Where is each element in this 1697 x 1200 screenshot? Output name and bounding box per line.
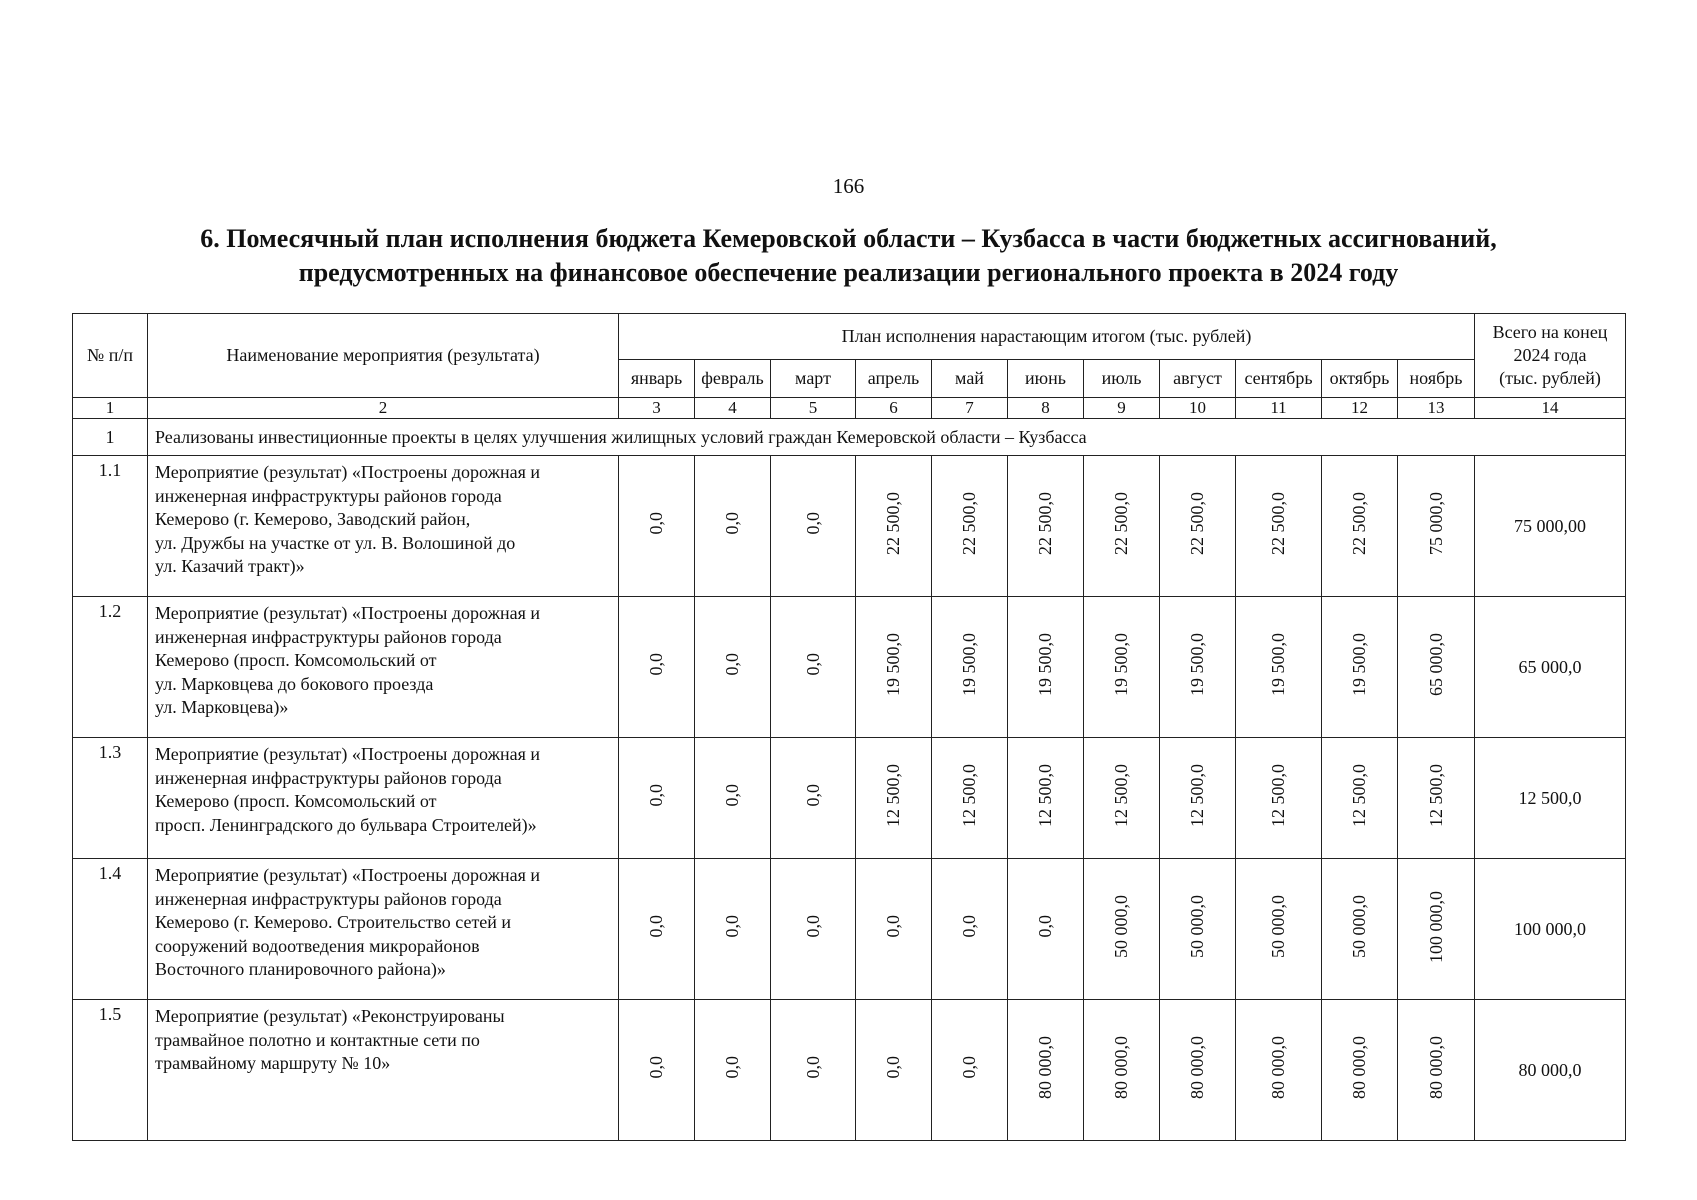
row-total: 100 000,0 xyxy=(1475,859,1626,1000)
month-value-cell xyxy=(1084,597,1160,738)
month-value-cell xyxy=(619,456,695,597)
month-value-cell xyxy=(1322,738,1398,859)
month-value-cell xyxy=(1008,738,1084,859)
column-index: 6 xyxy=(856,398,932,419)
month-value-cell xyxy=(1398,1000,1475,1141)
month-value-cell xyxy=(771,597,856,738)
row-name-line: просп. Ленинградского до бульвара Строителей)» xyxy=(155,814,537,835)
month-value: 0,0 xyxy=(646,1056,666,1079)
month-value: 0,0 xyxy=(722,653,742,676)
month-value-cell xyxy=(932,456,1008,597)
column-index: 13 xyxy=(1398,398,1475,419)
month-value-cell xyxy=(1160,597,1236,738)
month-value-cell xyxy=(619,1000,695,1141)
month-value-cell xyxy=(771,738,856,859)
column-index: 12 xyxy=(1322,398,1398,419)
month-value-cell xyxy=(1236,1000,1322,1141)
month-value: 50 000,0 xyxy=(1111,895,1131,958)
month-value: 0,0 xyxy=(802,512,823,535)
month-value-cell xyxy=(1236,738,1322,859)
month-value-cell xyxy=(1084,1000,1160,1141)
header-month: июнь xyxy=(1008,360,1084,398)
month-value: 19 500,0 xyxy=(1035,633,1055,696)
header-month: май xyxy=(932,360,1008,398)
header-month: март xyxy=(771,360,856,398)
header-month: ноябрь xyxy=(1398,360,1475,398)
section-num: 1 xyxy=(73,419,148,456)
section-row xyxy=(73,419,1626,456)
row-name xyxy=(148,597,619,738)
month-value-cell xyxy=(932,1000,1008,1141)
row-name-line: Кемерово (просп. Комсомольский от xyxy=(155,650,437,670)
month-value-cell xyxy=(856,1000,932,1141)
month-value-cell xyxy=(1008,597,1084,738)
month-value: 0,0 xyxy=(722,915,742,938)
month-value: 12 500,0 xyxy=(1425,764,1446,827)
table-row xyxy=(73,597,1626,738)
row-name-line: Мероприятие (результат) «Построены дорожная и xyxy=(155,462,541,482)
month-value-cell xyxy=(619,859,695,1000)
month-value: 12 500,0 xyxy=(883,764,903,827)
row-name-line: трамвайному маршруту № 10» xyxy=(155,1053,391,1073)
month-value: 0,0 xyxy=(802,1056,823,1079)
column-index: 11 xyxy=(1236,398,1322,419)
month-value: 75 000,0 xyxy=(1425,492,1446,555)
column-index: 2 xyxy=(148,398,619,419)
month-value-cell xyxy=(1008,1000,1084,1141)
document-title xyxy=(0,222,1697,290)
column-index: 5 xyxy=(771,398,856,419)
row-name-line: ул. Дружбы на участке от ул. В. Волошиной до xyxy=(155,532,516,553)
month-value-cell xyxy=(695,738,771,859)
row-name-line: Кемерово (г. Кемерово, Заводский район, xyxy=(155,509,471,529)
table-row xyxy=(73,456,1626,597)
month-value-cell xyxy=(771,1000,856,1141)
header-month: январь xyxy=(619,360,695,398)
month-value: 0,0 xyxy=(646,512,666,535)
column-index: 1 xyxy=(73,398,148,419)
month-value: 0,0 xyxy=(646,653,666,676)
header-total-line-3: (тыс. рублей) xyxy=(1499,368,1601,388)
row-number: 1.2 xyxy=(73,597,148,738)
month-value-cell xyxy=(695,597,771,738)
month-value: 80 000,0 xyxy=(1349,1036,1369,1099)
month-value: 0,0 xyxy=(883,915,903,938)
month-value-cell xyxy=(856,859,932,1000)
row-name-line: ул. Казачий тракт)» xyxy=(155,556,305,576)
month-value: 12 500,0 xyxy=(1111,764,1131,827)
month-value-cell xyxy=(1398,859,1475,1000)
month-value: 19 500,0 xyxy=(1111,633,1131,696)
row-name-line: Кемерово (г. Кемерово. Строительство сетей и xyxy=(155,912,512,932)
month-value: 12 500,0 xyxy=(1349,764,1369,827)
month-value: 22 500,0 xyxy=(1187,492,1207,555)
month-value: 22 500,0 xyxy=(959,492,979,555)
month-value: 0,0 xyxy=(959,1056,979,1079)
month-value-cell xyxy=(619,738,695,859)
page-number: 166 xyxy=(832,174,865,198)
month-value: 100 000,0 xyxy=(1425,890,1446,963)
month-value-cell xyxy=(1322,456,1398,597)
month-value-cell xyxy=(1236,597,1322,738)
row-total: 12 500,0 xyxy=(1475,738,1626,859)
table-row xyxy=(73,738,1626,859)
month-value-cell xyxy=(695,456,771,597)
budget-plan-table xyxy=(72,313,1626,1141)
month-value-cell xyxy=(932,738,1008,859)
header-plan: План исполнения нарастающим итогом (тыс. рублей) xyxy=(619,314,1475,360)
column-index: 10 xyxy=(1160,398,1236,419)
month-value: 0,0 xyxy=(722,784,742,807)
month-value-cell xyxy=(1398,456,1475,597)
row-name xyxy=(148,738,619,859)
month-value-cell xyxy=(1236,456,1322,597)
month-value: 22 500,0 xyxy=(883,492,903,555)
month-value: 50 000,0 xyxy=(1187,895,1207,958)
header-month: июль xyxy=(1084,360,1160,398)
month-value: 22 500,0 xyxy=(1349,492,1369,555)
row-total: 75 000,00 xyxy=(1475,456,1626,597)
month-value: 80 000,0 xyxy=(1111,1036,1131,1099)
month-value: 0,0 xyxy=(883,1056,903,1079)
title-line-1: 6. Помесячный план исполнения бюджета Кемеровской области – Кузбасса в части бюджетных ассигнований, xyxy=(200,224,1497,253)
month-value: 12 500,0 xyxy=(1268,764,1288,827)
month-value-cell xyxy=(1322,597,1398,738)
header-total-line-1: Всего на конец xyxy=(1492,322,1608,342)
table-row xyxy=(73,859,1626,1000)
column-index: 8 xyxy=(1008,398,1084,419)
month-value-cell xyxy=(856,597,932,738)
month-value-cell xyxy=(1008,456,1084,597)
month-value: 0,0 xyxy=(802,915,823,938)
month-value: 19 500,0 xyxy=(1268,633,1288,696)
month-value: 80 000,0 xyxy=(1187,1036,1207,1099)
row-name xyxy=(148,456,619,597)
header-total xyxy=(1475,314,1626,398)
row-number: 1.4 xyxy=(73,859,148,1000)
row-number: 1.3 xyxy=(73,738,148,859)
row-name-line: Мероприятие (результат) «Построены дорожная и xyxy=(155,865,541,885)
row-name-line: Мероприятие (результат) «Реконструированы xyxy=(155,1006,505,1026)
month-value-cell xyxy=(856,456,932,597)
header-month: октябрь xyxy=(1322,360,1398,398)
row-name-line: ул. Марковцева до бокового проезда xyxy=(155,673,434,694)
row-name-line: сооружений водоотведения микрорайонов xyxy=(155,935,480,956)
row-name-line: инженерная инфраструктуры районов города xyxy=(155,626,502,647)
row-name xyxy=(148,1000,619,1141)
month-value-cell xyxy=(1160,859,1236,1000)
month-value-cell xyxy=(1160,1000,1236,1141)
month-value: 22 500,0 xyxy=(1111,492,1131,555)
row-name-line: Кемерово (просп. Комсомольский от xyxy=(155,791,437,811)
month-value: 12 500,0 xyxy=(1187,764,1207,827)
month-value: 19 500,0 xyxy=(1349,633,1369,696)
header-num: № п/п xyxy=(73,314,148,398)
month-value-cell xyxy=(932,597,1008,738)
month-value: 80 000,0 xyxy=(1035,1036,1055,1099)
title-line-2: предусмотренных на финансовое обеспечение реализации регионального проекта в 2024 году xyxy=(298,258,1399,287)
header-month: апрель xyxy=(856,360,932,398)
month-value: 0,0 xyxy=(646,784,666,807)
row-number: 1.5 xyxy=(73,1000,148,1141)
month-value: 80 000,0 xyxy=(1268,1036,1288,1099)
row-name-line: Мероприятие (результат) «Построены дорожная и xyxy=(155,603,541,623)
row-name-line: инженерная инфраструктуры районов города xyxy=(155,888,502,909)
month-value: 0,0 xyxy=(722,1056,742,1079)
month-value-cell xyxy=(1322,1000,1398,1141)
table-row xyxy=(73,1000,1626,1141)
month-value: 19 500,0 xyxy=(1187,633,1207,696)
month-value-cell xyxy=(1084,738,1160,859)
row-name-line: инженерная инфраструктуры районов города xyxy=(155,767,502,788)
month-value: 0,0 xyxy=(646,915,666,938)
month-value-cell xyxy=(932,859,1008,1000)
row-name-line: трамвайное полотно и контактные сети по xyxy=(155,1029,480,1050)
column-index: 3 xyxy=(619,398,695,419)
month-value: 19 500,0 xyxy=(959,633,979,696)
month-value: 22 500,0 xyxy=(1035,492,1055,555)
month-value: 0,0 xyxy=(722,512,742,535)
month-value: 65 000,0 xyxy=(1425,633,1446,696)
row-name-line: Мероприятие (результат) «Построены дорожная и xyxy=(155,744,541,764)
month-value-cell xyxy=(1160,456,1236,597)
section-name: Реализованы инвестиционные проекты в целях улучшения жилищных условий граждан Кемеровской области – Кузбасса xyxy=(148,419,1626,456)
column-index: 14 xyxy=(1475,398,1626,419)
month-value: 0,0 xyxy=(802,653,823,676)
header-name: Наименование мероприятия (результата) xyxy=(148,314,619,398)
row-total: 65 000,0 xyxy=(1475,597,1626,738)
month-value: 22 500,0 xyxy=(1268,492,1288,555)
month-value: 50 000,0 xyxy=(1268,895,1288,958)
month-value: 12 500,0 xyxy=(959,764,979,827)
month-value: 12 500,0 xyxy=(1035,764,1055,827)
month-value: 50 000,0 xyxy=(1349,895,1369,958)
month-value-cell xyxy=(1084,456,1160,597)
month-value-cell xyxy=(1084,859,1160,1000)
month-value: 0,0 xyxy=(802,784,823,807)
month-value-cell xyxy=(695,859,771,1000)
column-index: 9 xyxy=(1084,398,1160,419)
month-value: 80 000,0 xyxy=(1425,1036,1446,1099)
month-value: 0,0 xyxy=(959,915,979,938)
month-value-cell xyxy=(1398,738,1475,859)
row-number: 1.1 xyxy=(73,456,148,597)
row-total: 80 000,0 xyxy=(1475,1000,1626,1141)
row-name-line: ул. Марковцева)» xyxy=(155,697,289,717)
header-total-line-2: 2024 года xyxy=(1513,345,1587,365)
row-name-line: инженерная инфраструктуры районов города xyxy=(155,485,502,506)
month-value-cell xyxy=(771,859,856,1000)
month-value-cell xyxy=(1236,859,1322,1000)
row-name-line: Восточного планировочного района)» xyxy=(155,959,446,979)
month-value: 0,0 xyxy=(1035,915,1055,938)
header-month: сентябрь xyxy=(1236,360,1322,398)
month-value-cell xyxy=(1008,859,1084,1000)
month-value: 19 500,0 xyxy=(883,633,903,696)
month-value-cell xyxy=(1322,859,1398,1000)
column-index: 7 xyxy=(932,398,1008,419)
column-index: 4 xyxy=(695,398,771,419)
month-value-cell xyxy=(1398,597,1475,738)
month-value-cell xyxy=(771,456,856,597)
header-month: август xyxy=(1160,360,1236,398)
month-value-cell xyxy=(856,738,932,859)
header-month: февраль xyxy=(695,360,771,398)
row-name xyxy=(148,859,619,1000)
month-value-cell xyxy=(619,597,695,738)
month-value-cell xyxy=(1160,738,1236,859)
month-value-cell xyxy=(695,1000,771,1141)
